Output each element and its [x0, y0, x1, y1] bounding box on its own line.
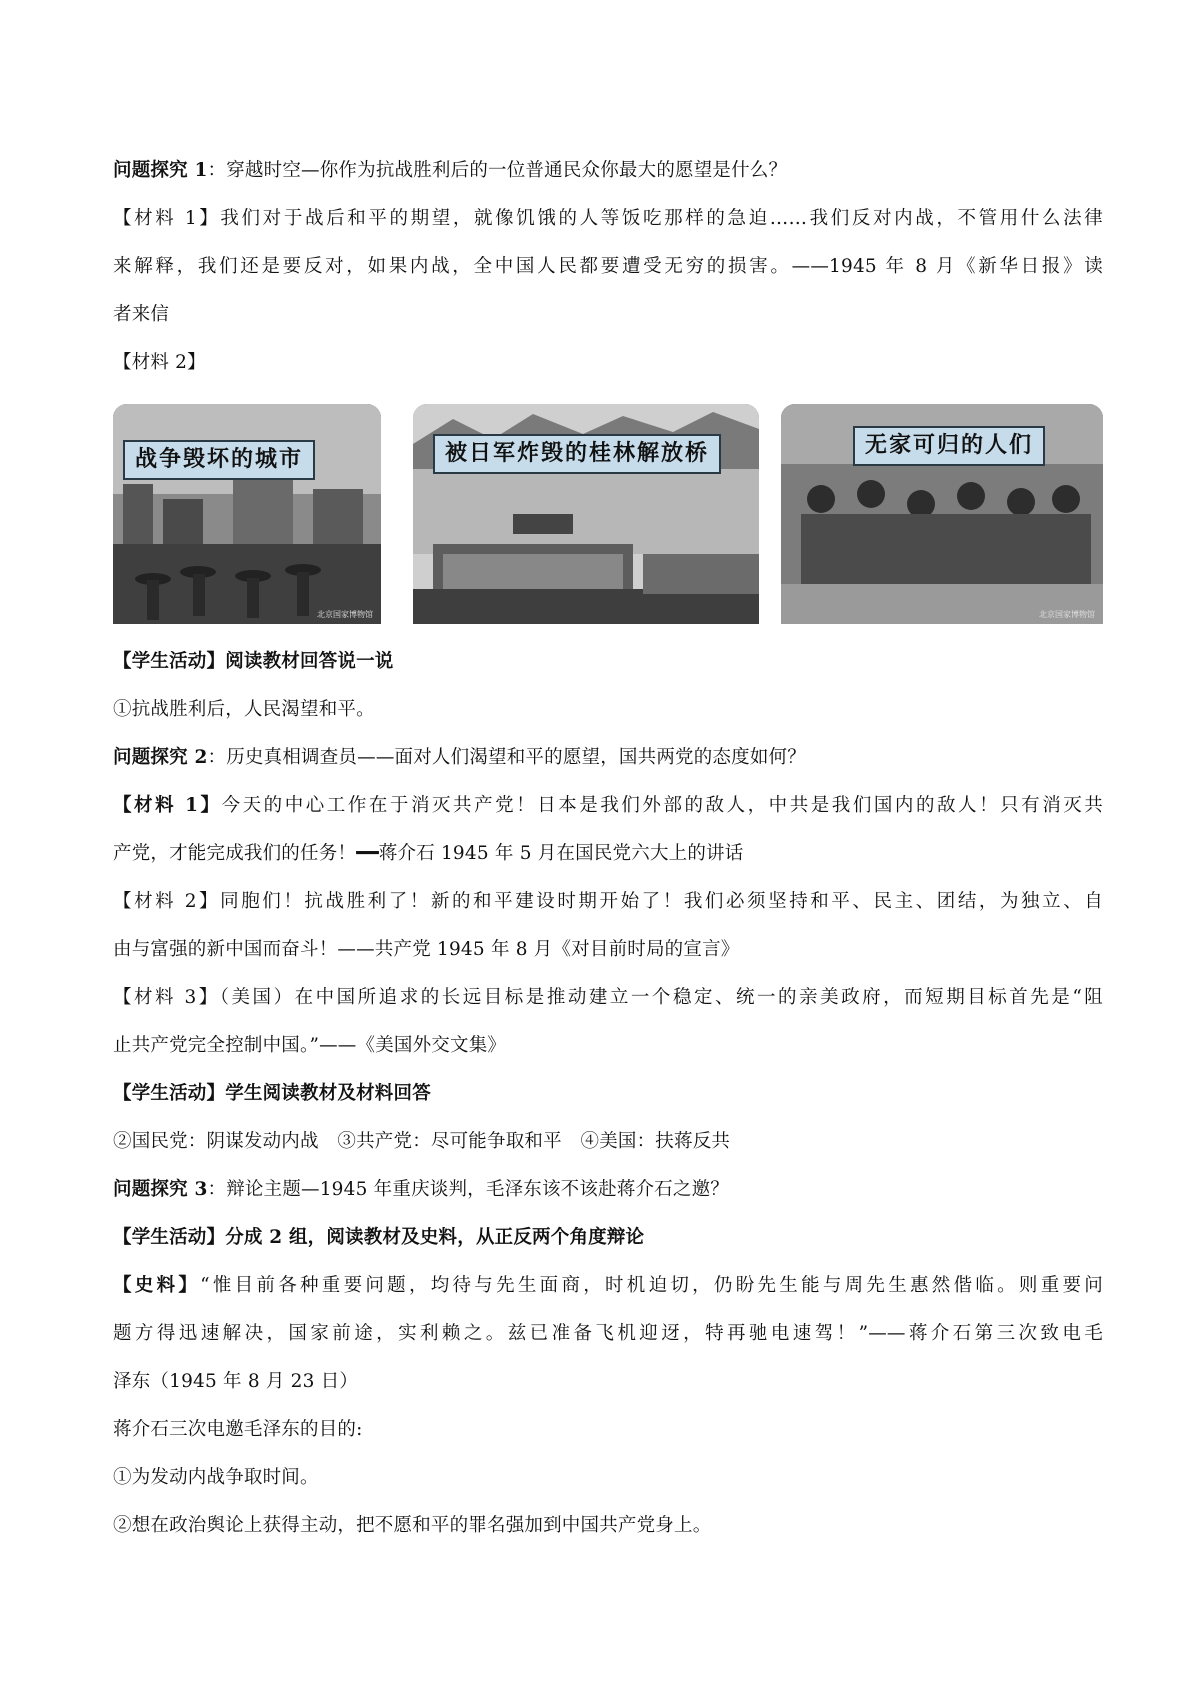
activity-3-title: 【学生活动】分成 2 组，阅读教材及史料，从正反两个角度辩论: [113, 1227, 645, 1248]
q2-material-2-line-1: 【材料 2】同胞们！抗战胜利了！新的和平建设时期开始了！我们必须坚持和平、民主、团结，为独立、自: [113, 891, 1103, 912]
photo-1-watermark: 北京国家博物馆: [317, 610, 373, 619]
source-line-2: 题方得迅速解决，国家前途，实利赖之。兹已准备飞机迎迓，特再驰电速驾！”——蒋介石第三次致电毛: [113, 1323, 1103, 1344]
purpose-answer-2: ②想在政治舆论上获得主动，把不愿和平的罪名强加到中国共产党身上。: [113, 1515, 712, 1536]
question-1-title: 问题探究 1: [113, 160, 208, 181]
question-3-title: 问题探究 3: [113, 1179, 208, 1200]
activity-2-title: 【学生活动】学生阅读教材及材料回答: [113, 1083, 431, 1104]
purpose-title: 蒋介石三次电邀毛泽东的目的:: [113, 1419, 363, 1440]
activity-1-title: 【学生活动】阅读教材回答说一说: [113, 651, 394, 672]
photo-homeless-people: [781, 404, 1103, 624]
activity-1-answer: ①抗战胜利后，人民渴望和平。: [113, 699, 375, 720]
material-1-line-1: 【材料 1】我们对于战后和平的期望，就像饥饿的人等饭吃那样的急迫……我们反对内战，不管用什么法律: [113, 208, 1103, 229]
activity-2-answer: ②国民党：阴谋发动内战 ③共产党：尽可能争取和平 ④美国：扶蒋反共: [113, 1131, 731, 1152]
source-label: 【史料】: [113, 1275, 201, 1296]
photo-strip: [113, 404, 1103, 624]
destroyed-city-image: [113, 404, 381, 624]
q2-material-3-line-1: 【材料 3】（美国）在中国所追求的长远目标是推动建立一个稳定、统一的亲美政府，而短期目标首先是“阻: [113, 987, 1103, 1008]
question-1: [113, 158, 1103, 184]
q2-material-1-text: 今天的中心工作在于消灭共产党！日本是我们外部的敌人，中共是我们国内的敌人！只有消灭共: [221, 795, 1104, 816]
q2-material-3-line-2: 止共产党完全控制中国。”——《美国外交文集》: [113, 1035, 507, 1056]
question-2-title: 问题探究 2: [113, 747, 208, 768]
q2-material-1-line-2: 产党，才能完成我们的任务！━━蒋介石 1945 年 5 月在国民党六大上的讲话: [113, 843, 744, 864]
photo-guilin-bridge: [413, 404, 759, 624]
material-2-label: 【材料 2】: [113, 352, 206, 373]
material-1-line-2: 来解释，我们还是要反对，如果内战，全中国人民都要遭受无穷的损害。——1945 年 8 月《新华日报》读: [113, 256, 1103, 277]
source-line-3: 泽东（1945 年 8 月 23 日）: [113, 1371, 359, 1392]
photo-destroyed-city: [113, 404, 381, 624]
q2-material-1-line-1: [113, 793, 1103, 819]
question-3-text: ：辩论主题—1945 年重庆谈判，毛泽东该不该赴蒋介石之邀？: [207, 1179, 729, 1200]
source-text: “惟目前各种重要问题，均待与先生面商，时机迫切，仍盼先生能与周先生惠然偕临。则重要问: [200, 1275, 1103, 1296]
question-3: [113, 1177, 1103, 1203]
caption-guilin-bridge: 被日军炸毁的桂林解放桥: [433, 434, 721, 474]
question-2: [113, 745, 1103, 771]
question-1-text: ：穿越时空—你作为抗战胜利后的一位普通民众你最大的愿望是什么？: [207, 160, 788, 181]
material-1-line-3: 者来信: [113, 304, 170, 325]
photo-3-watermark: 北京国家博物馆: [1039, 610, 1095, 619]
source-line-1: [113, 1273, 1103, 1299]
question-2-text: ：历史真相调查员——面对人们渴望和平的愿望，国共两党的态度如何？: [207, 747, 806, 768]
q2-material-2-line-2: 由与富强的新中国而奋斗！——共产党 1945 年 8 月《对目前时局的宣言》: [113, 939, 740, 960]
q2-material-1-label: 【材料 1】: [113, 795, 222, 816]
purpose-answer-1: ①为发动内战争取时间。: [113, 1467, 319, 1488]
caption-homeless-people: 无家可归的人们: [853, 426, 1045, 466]
caption-destroyed-city: 战争毁坏的城市: [123, 440, 315, 480]
